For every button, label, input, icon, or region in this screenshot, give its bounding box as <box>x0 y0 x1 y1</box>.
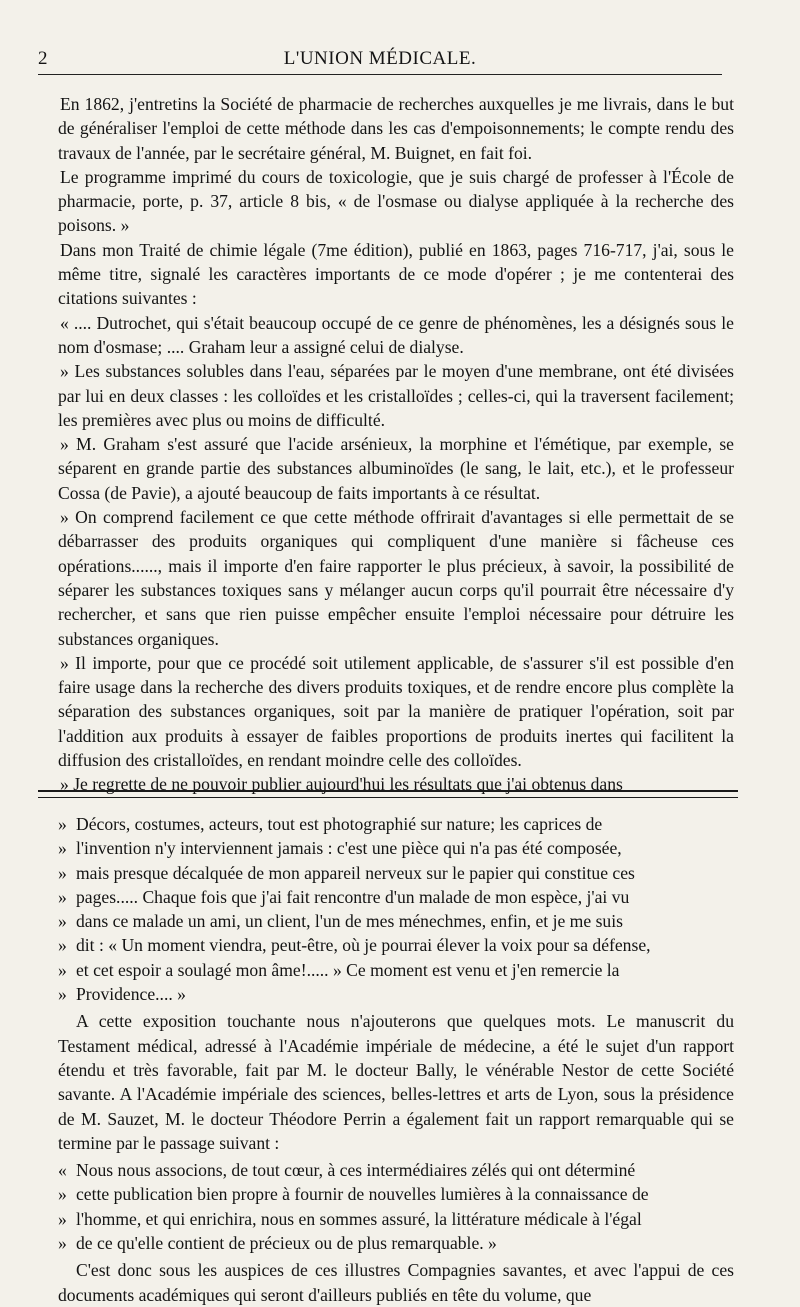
paragraph: » Les substances solubles dans l'eau, séparées par le moyen d'une membrane, ont été divisées par lui en deux classes : les colloïdes et les cristalloïdes ; celles-ci, qui la traversent facilement; les premières avec plus ou moins de difficulté. <box>58 361 734 430</box>
quote-line: » mais presque décalquée de mon appareil nerveux sur le papier qui constitue ces <box>58 862 635 883</box>
paragraph: « .... Dutrochet, qui s'était beaucoup occupé de ce genre de phénomènes, les a désignés sous le nom d'osmase; .... Graham leur a assigné celui de dialyse. <box>58 312 734 357</box>
upper-column <box>58 92 734 797</box>
quote-line: » dit : « Un moment viendra, peut-être, où je pourrai élever la voix pour sa défense, <box>58 935 651 956</box>
paragraph: » On comprend facilement ce que cette méthode offrirait d'avantages si elle permettait de se débarrasser des produits organiques qui compliquent d'une manière si fâcheuse ces opérations......, mais il importe d'en faire rapporter le plus précieux, à savoir, la possibilité de séparer les substances toxiques sans y mélanger aucun corps qu'il pourrait être nécessaire d'y rechercher, et sans que rien puisse empêcher ensuite l'emploi nécessaire pour détruire les substances organiques. <box>58 507 734 649</box>
running-title: L'UNION MÉDICALE. <box>283 48 477 69</box>
quote-line: » cette publication bien propre à fournir de nouvelles lumières à la connaissance de <box>58 1184 649 1205</box>
quote-line: » Décors, costumes, acteurs, tout est photographié sur nature; les caprices de <box>58 814 603 834</box>
paragraph: En 1862, j'entretins la Société de pharmacie de recherches auxquelles je me livrais, dans le but de généraliser l'emploi de cette méthode dans les cas d'empoisonnements; le compte rendu des travaux de l'année, par le secrétaire général, M. Buignet, en fait foi. <box>58 94 734 163</box>
paragraph: » Il importe, pour que ce procédé soit utilement applicable, de s'assurer s'il est possible d'en faire usage dans la recherche des divers produits toxiques, et de rendre encore plus complète la séparation des substances organiques, soit par la manière de pratiquer l'opération, soit par l'addition aux produits à essayer de faibles proportions de produits inertes qui facilitent la diffusion des cristalloïdes, en rendant moindre celle des colloïdes. <box>58 652 734 771</box>
paragraph: Dans mon Traité de chimie légale (7me édition), publié en 1863, pages 716-717, j'ai, sous le même titre, signalé les caractères importants de ce mode d'opérer ; je me contenterai des citations suivantes : <box>58 239 734 309</box>
quote-line: » Providence.... » <box>58 984 186 1005</box>
section-divider <box>38 790 738 798</box>
quote-line: » de ce qu'elle contient de précieux ou de plus remarquable. » <box>58 1233 497 1254</box>
paragraph: C'est donc sous les auspices de ces illustres Compagnies savantes, et avec l'appui de ces documents académiques qui seront d'ailleurs publiés en tête du volume, que <box>58 1260 734 1305</box>
paragraph: » M. Graham s'est assuré que l'acide arsénieux, la morphine et l'émétique, par exemple, se séparent en grande partie des substances albuminoïdes (le sang, le lait, etc.), et le professeur Cossa (de Pavie), a ajouté beaucoup de faits importants à ce résultat. <box>58 434 734 503</box>
page-header <box>38 46 722 75</box>
paragraph: A cette exposition touchante nous n'ajouterons que quelques mots. Le manuscrit du Testament médical, adressé à l'Académie impériale de médecine, a été le sujet d'un rapport étendu et très favorable, fait par M. le docteur Bally, le vénérable Nestor de cette Société savante. A l'Académie impériale des sciences, belles-lettres et arts de Lyon, sous la présidence de M. Sauzet, M. le docteur Théodore Perrin a également fait un rapport remarquable qui se termine par le passage suivant : <box>58 1011 734 1153</box>
page-number: 2 <box>38 48 48 69</box>
quote-line: » dans ce malade un ami, un client, l'un de mes ménechmes, enfin, et je me suis <box>58 911 623 932</box>
quote-line: » l'invention n'y interviennent jamais : c'est une pièce qui n'a pas été composée, <box>58 838 622 859</box>
quote-line: » pages..... Chaque fois que j'ai fait rencontre d'un malade de mon espèce, j'ai vu <box>58 886 630 907</box>
quote-line: « Nous nous associons, de tout cœur, à ces intermédiaires zélés qui ont déterminé <box>58 1160 636 1181</box>
quote-line: » l'homme, et qui enrichira, nous en sommes assuré, la littérature médicale à l'égal <box>58 1208 642 1229</box>
quote-line: » et cet espoir a soulagé mon âme!..... » Ce moment est venu et j'en remercie la <box>58 959 620 980</box>
feuilleton-column <box>58 812 734 1307</box>
paragraph: Le programme imprimé du cours de toxicologie, que je suis chargé de professer à l'École de pharmacie, porte, p. 37, article 8 bis, « de l'osmase ou dialyse appliquée à la recherche des poisons. » <box>58 166 734 236</box>
paragraph: » Je regrette de ne pouvoir publier aujourd'hui les résultats que j'ai obtenus dans <box>60 774 623 795</box>
